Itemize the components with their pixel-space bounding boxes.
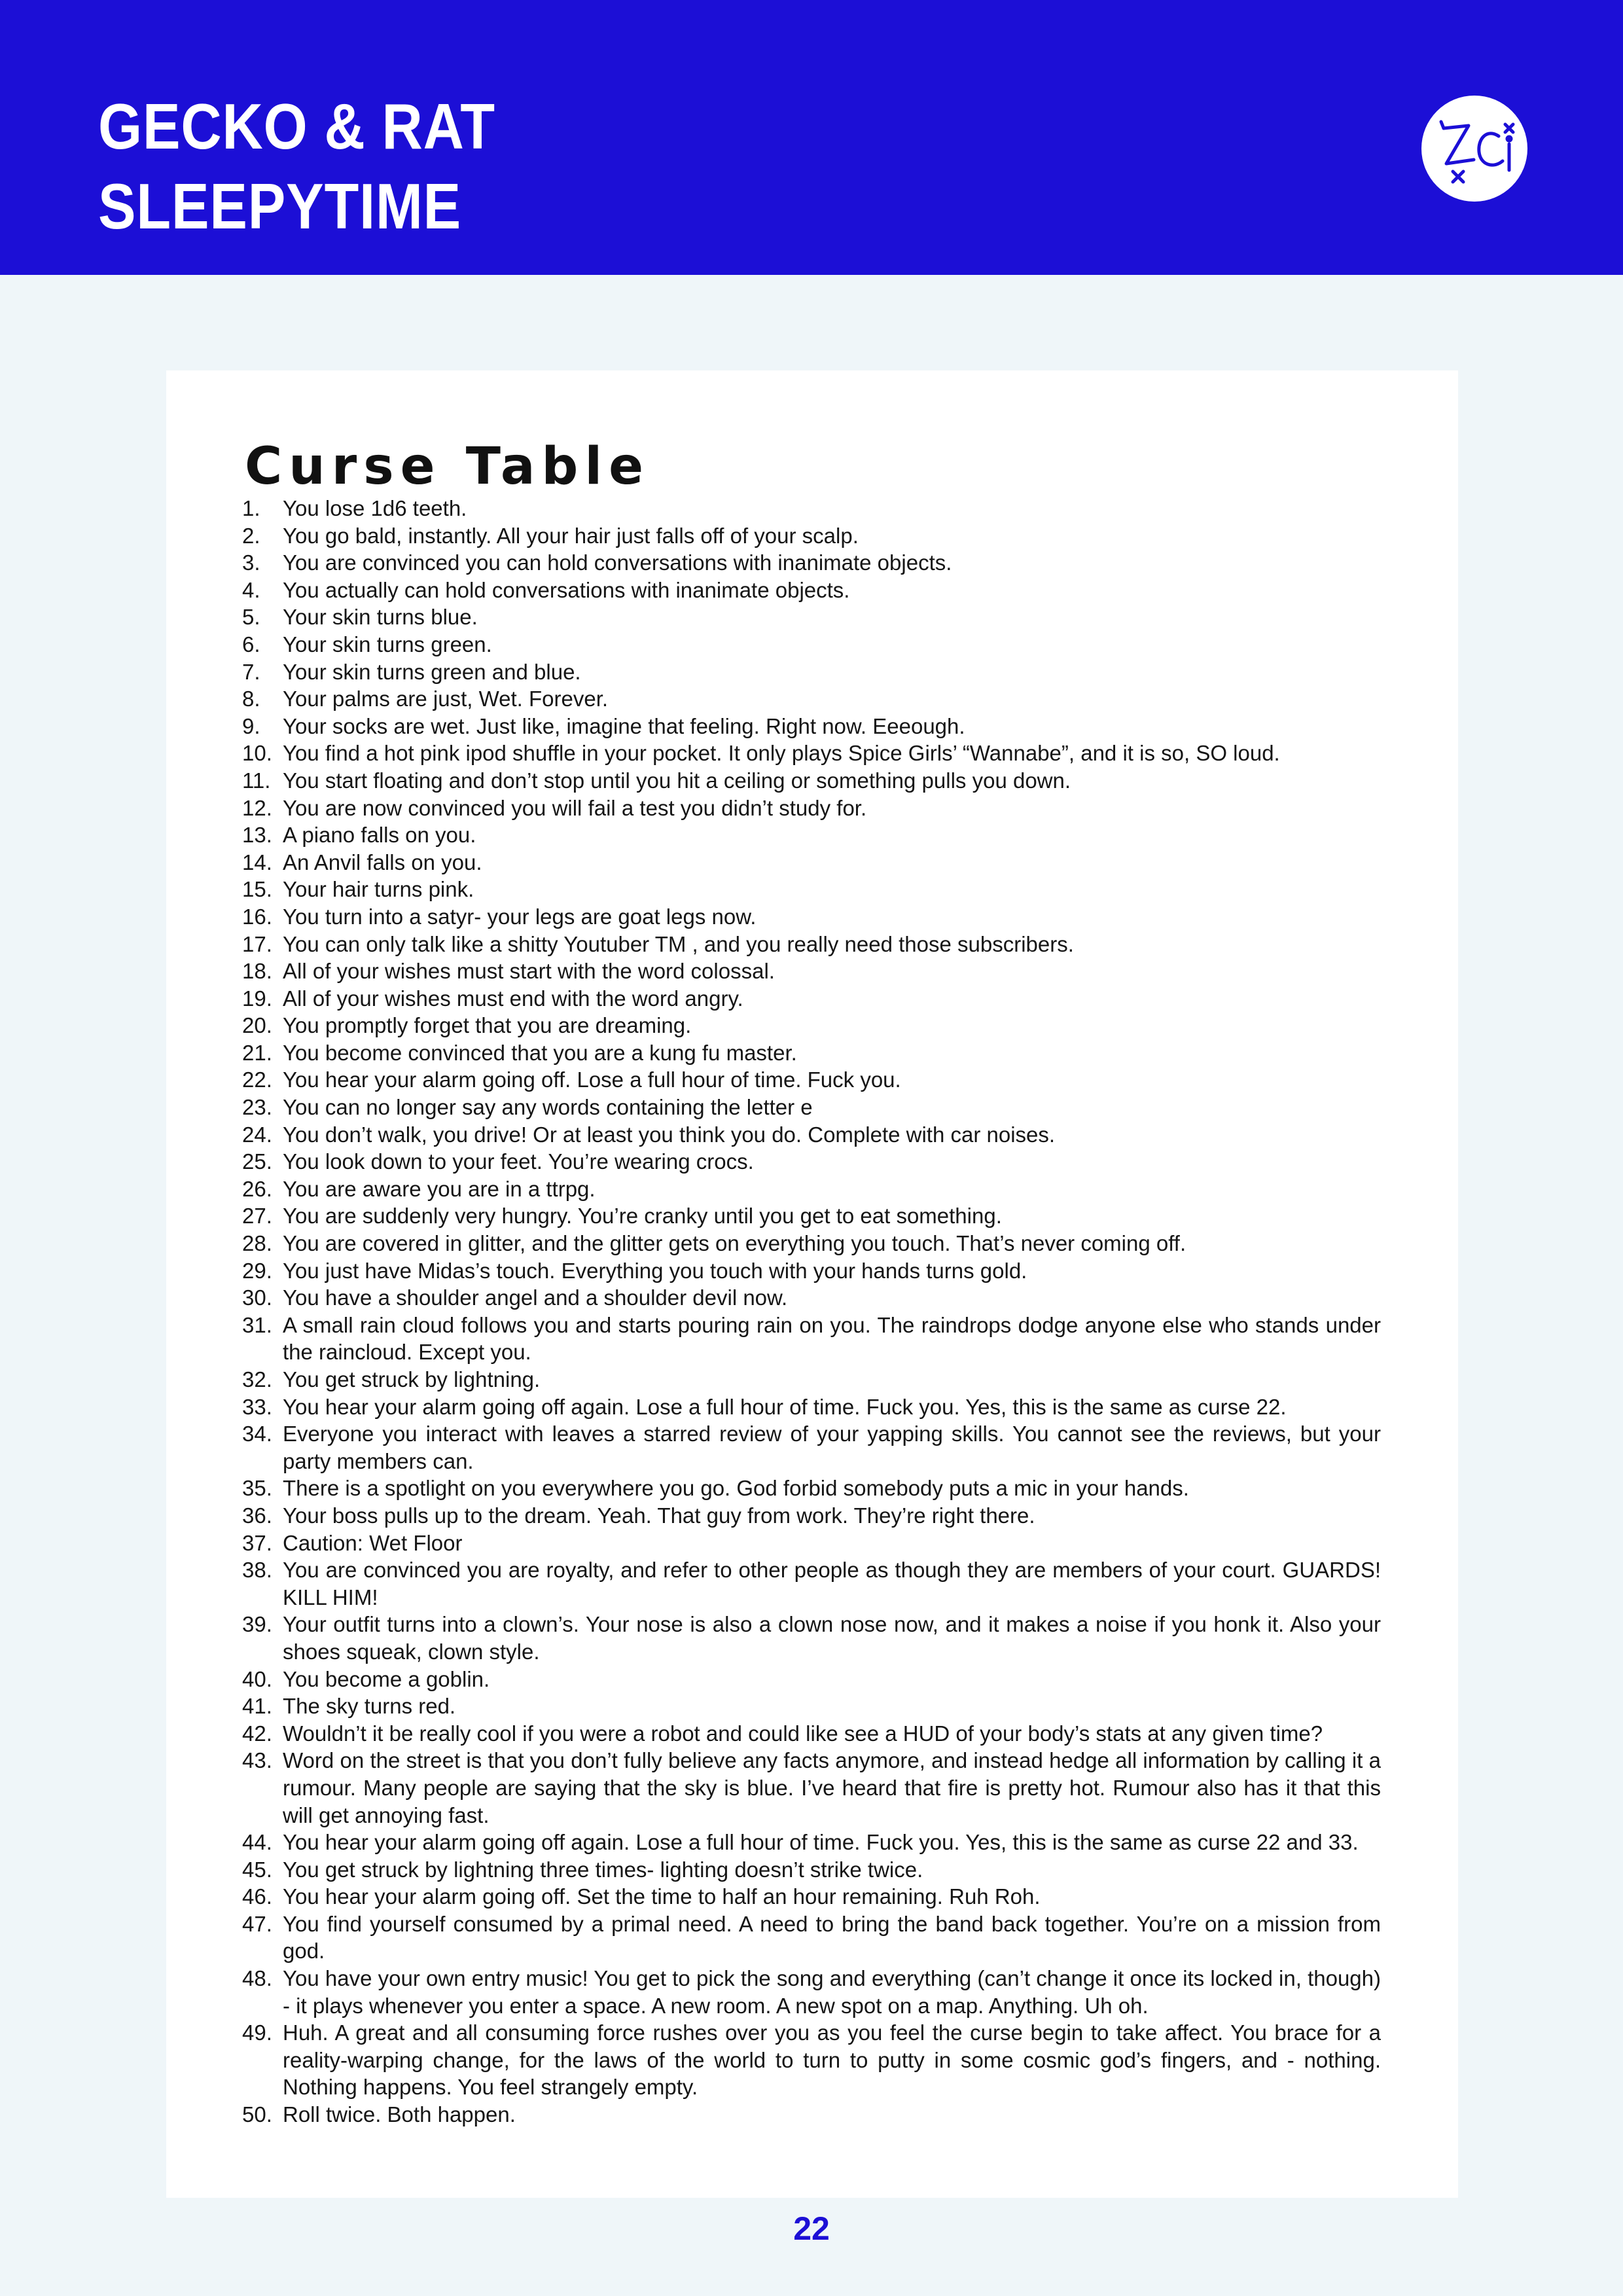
curse-item: [242, 2019, 1381, 2101]
curse-text: You hear your alarm going off. Set the time to half an hour remaining. Ruh Roh.: [283, 1884, 1041, 1909]
curse-text: You promptly forget that you are dreaming.: [283, 1013, 692, 1038]
curse-item: [242, 1393, 1381, 1421]
curse-text: You get struck by lightning.: [283, 1367, 541, 1391]
curse-text: You have a shoulder angel and a shoulder devil now.: [283, 1285, 788, 1310]
curse-number: 39.: [242, 1612, 272, 1637]
curse-item: [242, 631, 1381, 658]
curse-number: 22.: [242, 1067, 272, 1092]
curse-number: 38.: [242, 1558, 272, 1583]
curse-item: [242, 1094, 1381, 1121]
curse-item: [242, 821, 1381, 849]
curse-number: 12.: [242, 795, 272, 820]
curse-item: [242, 1066, 1381, 1094]
curse-number: 14.: [242, 850, 272, 874]
curse-number: 47.: [242, 1911, 272, 1936]
curse-number: 2.: [242, 523, 260, 548]
curse-number: 13.: [242, 823, 272, 848]
curse-item: [242, 795, 1381, 822]
curse-number: 1.: [242, 496, 260, 520]
curse-number: 15.: [242, 877, 272, 902]
curse-text: Your skin turns green.: [283, 632, 492, 656]
title-line-1: GECKO & RAT: [98, 90, 495, 162]
curse-text: Your boss pulls up to the dream. Yeah. That guy from work. They’re right there.: [283, 1503, 1035, 1528]
curse-number: 45.: [242, 1857, 272, 1882]
curse-item: [242, 1910, 1381, 1965]
curse-item: [242, 1148, 1381, 1175]
curse-number: 31.: [242, 1312, 272, 1337]
curse-text: Your socks are wet. Just like, imagine that feeling. Right now. Eeeough.: [283, 713, 965, 738]
curse-number: 23.: [242, 1095, 272, 1120]
curse-item: [242, 1666, 1381, 1693]
curse-number: 42.: [242, 1721, 272, 1746]
curse-text: Wouldn’t it be really cool if you were a robot and could like see a HUD of your body’s stats at any given time?: [283, 1721, 1323, 1746]
curse-item: [242, 1312, 1381, 1366]
curse-number: 26.: [242, 1176, 272, 1201]
curse-number: 4.: [242, 577, 260, 602]
title-line-2: SLEEPYTIME: [98, 170, 462, 242]
curse-number: 44.: [242, 1830, 272, 1855]
curse-text: You get struck by lightning three times- lighting doesn’t strike twice.: [283, 1857, 923, 1882]
curse-item: [242, 1284, 1381, 1312]
curse-text: You find a hot pink ipod shuffle in your pocket. It only plays Spice Girls’ “Wannabe”, and it is so, SO loud.: [283, 741, 1280, 766]
curse-item: [242, 685, 1381, 713]
curse-text: You have your own entry music! You get to pick the song and everything (can’t change it once its locked in, though) - it plays whenever you enter a space. A new room. A new spot on a map. Anything. Uh oh.: [283, 1966, 1381, 2018]
curse-item: [242, 1856, 1381, 1884]
curse-text: You actually can hold conversations with inanimate objects.: [283, 577, 850, 602]
curse-item: [242, 903, 1381, 931]
curse-number: 48.: [242, 1966, 272, 1991]
curse-item: [242, 603, 1381, 631]
curse-text: Caution: Wet Floor: [283, 1530, 463, 1555]
curse-number: 49.: [242, 2020, 272, 2045]
curse-number: 8.: [242, 687, 260, 711]
curse-text: You hear your alarm going off again. Lose a full hour of time. Fuck you. Yes, this is the same as curse 22 and 33.: [283, 1830, 1359, 1855]
curse-text: You just have Midas’s touch. Everything you touch with your hands turns gold.: [283, 1258, 1027, 1283]
curse-number: 27.: [242, 1204, 272, 1229]
curse-item: [242, 658, 1381, 686]
curse-text: Your palms are just, Wet. Forever.: [283, 687, 609, 711]
curse-text: You hear your alarm going off. Lose a full hour of time. Fuck you.: [283, 1067, 901, 1092]
curse-text: There is a spotlight on you everywhere you go. God forbid somebody puts a mic in your hands.: [283, 1476, 1189, 1501]
curse-item: [242, 1829, 1381, 1856]
page-title: [98, 86, 495, 246]
curse-number: 33.: [242, 1394, 272, 1419]
curse-item: [242, 522, 1381, 550]
curse-item: [242, 1693, 1381, 1720]
curse-text: You lose 1d6 teeth.: [283, 496, 467, 520]
curse-text: Huh. A great and all consuming force rushes over you as you feel the curse begin to take affect. You brace for a reality-warping change, for the laws of the world to turn to putty in some cosmic god’s fingers, and - nothing. Nothing happens. You feel strangely empty.: [283, 2020, 1381, 2100]
curse-item: [242, 1012, 1381, 1039]
curse-text: An Anvil falls on you.: [283, 850, 482, 874]
curse-text: You are aware you are in a ttrpg.: [283, 1176, 596, 1201]
curse-item: [242, 713, 1381, 740]
curse-text: You become a goblin.: [283, 1666, 490, 1691]
curse-text: You can only talk like a shitty Youtuber TM , and you really need those subscribers.: [283, 931, 1074, 956]
curse-number: 30.: [242, 1285, 272, 1310]
curse-text: Your skin turns green and blue.: [283, 659, 581, 684]
curse-text: Your hair turns pink.: [283, 877, 474, 902]
curse-number: 25.: [242, 1149, 272, 1174]
curse-text: You are suddenly very hungry. You’re cranky until you get to eat something.: [283, 1204, 1002, 1229]
curse-number: 41.: [242, 1694, 272, 1719]
curse-item: [242, 1230, 1381, 1257]
curse-number: 19.: [242, 986, 272, 1011]
curse-item: [242, 1039, 1381, 1067]
curse-number: 35.: [242, 1476, 272, 1501]
curse-item: [242, 767, 1381, 795]
curse-text: You find yourself consumed by a primal need. A need to bring the band back together. You’re on a mission from god.: [283, 1911, 1381, 1964]
curse-number: 17.: [242, 931, 272, 956]
curse-item: [242, 1257, 1381, 1285]
curse-number: 21.: [242, 1040, 272, 1065]
curse-item: [242, 1556, 1381, 1611]
curse-text: A small rain cloud follows you and starts pouring rain on you. The raindrops dodge anyone else who stands under the raincloud. Except you.: [283, 1312, 1381, 1365]
curse-text: A piano falls on you.: [283, 823, 476, 848]
curse-number: 40.: [242, 1666, 272, 1691]
curse-text: You look down to your feet. You’re wearing crocs.: [283, 1149, 754, 1174]
curse-text: You are now convinced you will fail a test you didn’t study for.: [283, 795, 867, 820]
curse-text: You start floating and don’t stop until you hit a ceiling or something pulls you down.: [283, 768, 1071, 793]
curse-item: [242, 1883, 1381, 1910]
curse-text: All of your wishes must start with the word colossal.: [283, 959, 775, 984]
curse-item: [242, 1530, 1381, 1557]
curse-text: Your outfit turns into a clown’s. Your nose is also a clown nose now, and it makes a noise if you honk it. Also your shoes squeak, clown style.: [283, 1612, 1381, 1664]
curse-item: [242, 2101, 1381, 2128]
curse-text: You don’t walk, you drive! Or at least you think you do. Complete with car noises.: [283, 1122, 1056, 1147]
curse-item: [242, 1747, 1381, 1829]
curse-text: You hear your alarm going off again. Lose a full hour of time. Fuck you. Yes, this is the same as curse 22.: [283, 1394, 1287, 1419]
curse-item: [242, 740, 1381, 767]
curse-text: You can no longer say any words containing the letter e: [283, 1095, 813, 1120]
zci-logo-icon: [1421, 96, 1527, 202]
curse-number: 10.: [242, 741, 272, 766]
curse-text: Everyone you interact with leaves a starred review of your yapping skills. You cannot see the reviews, but your party members can.: [283, 1422, 1381, 1473]
curse-text: All of your wishes must end with the word angry.: [283, 986, 743, 1011]
curse-number: 36.: [242, 1503, 272, 1528]
curse-item: [242, 495, 1381, 522]
curse-text: You are convinced you can hold conversations with inanimate objects.: [283, 550, 952, 575]
page-number: 22: [793, 2210, 830, 2247]
curse-item: [242, 985, 1381, 1013]
curse-item: [242, 1366, 1381, 1393]
curse-text: The sky turns red.: [283, 1694, 456, 1719]
curse-text: Roll twice. Both happen.: [283, 2102, 516, 2127]
curse-item: [242, 1475, 1381, 1502]
curse-number: 11.: [242, 768, 271, 793]
curse-list: [242, 495, 1381, 2128]
curse-number: 34.: [242, 1422, 272, 1446]
curse-item: [242, 876, 1381, 903]
curse-number: 29.: [242, 1258, 272, 1283]
curse-number: 43.: [242, 1748, 272, 1773]
curse-number: 24.: [242, 1122, 272, 1147]
curse-number: 50.: [242, 2102, 272, 2127]
curse-item: [242, 1965, 1381, 2019]
curse-item: [242, 1611, 1381, 1665]
curse-item: [242, 1420, 1381, 1475]
curse-item: [242, 849, 1381, 876]
curse-number: 5.: [242, 605, 260, 630]
curse-item: [242, 931, 1381, 958]
curse-text: Word on the street is that you don’t fully believe any facts anymore, and instead hedge all information by calling it a rumour. Many people are saying that the sky is blue. I’ve heard that fire is pretty hot. Rumour also has it that this will get annoying fast.: [283, 1748, 1381, 1827]
curse-number: 18.: [242, 959, 272, 984]
curse-item: [242, 1502, 1381, 1530]
curse-text: You become convinced that you are a kung fu master.: [283, 1040, 797, 1065]
header-banner: [0, 0, 1623, 275]
curse-item: [242, 549, 1381, 577]
curse-item: [242, 1720, 1381, 1748]
curse-item: [242, 1175, 1381, 1203]
curse-number: 3.: [242, 550, 260, 575]
curse-item: [242, 1202, 1381, 1230]
curse-number: 16.: [242, 904, 272, 929]
curse-number: 9.: [242, 713, 260, 738]
curse-number: 20.: [242, 1013, 272, 1038]
curse-number: 46.: [242, 1884, 272, 1909]
curse-item: [242, 577, 1381, 604]
curse-item: [242, 1121, 1381, 1149]
curse-text: You go bald, instantly. All your hair just falls off of your scalp.: [283, 523, 859, 548]
curse-number: 32.: [242, 1367, 272, 1391]
curse-number: 6.: [242, 632, 260, 656]
curse-text: Your skin turns blue.: [283, 605, 478, 630]
curse-number: 37.: [242, 1530, 272, 1555]
curse-table-heading: Curse Table: [245, 437, 650, 496]
curse-number: 7.: [242, 659, 260, 684]
curse-text: You turn into a satyr- your legs are goat legs now.: [283, 904, 757, 929]
curse-text: You are convinced you are royalty, and refer to other people as though they are members of your court. GUARDS! KILL HIM!: [283, 1558, 1381, 1609]
curse-item: [242, 958, 1381, 985]
curse-number: 28.: [242, 1231, 272, 1256]
curse-text: You are covered in glitter, and the glitter gets on everything you touch. That’s never coming off.: [283, 1231, 1186, 1256]
